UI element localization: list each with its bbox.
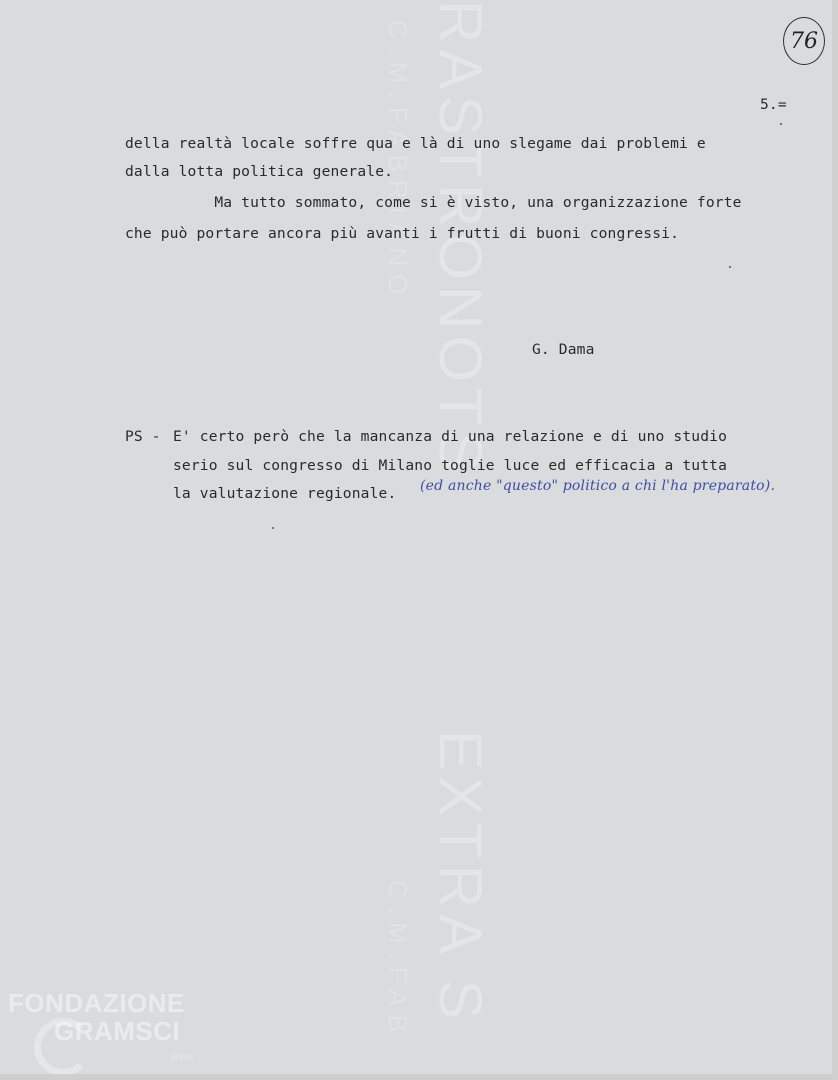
paper-watermark-bottom-large: EXTRA S — [427, 730, 494, 1026]
body-line-3: Ma tutto sommato, come si è visto, una organizzazione forte — [125, 194, 742, 211]
page-number: 5.= — [760, 96, 787, 113]
postscript-prefix: PS - — [125, 428, 161, 445]
postscript-line-3: la valutazione regionale. — [173, 485, 397, 502]
body-line-1: della realtà locale soffre qua e là di uno slegame dai problemi e — [125, 135, 706, 152]
paper-watermark-top-small: C.M.FABRIANO — [383, 20, 413, 303]
postscript-line-1: E' certo però che la mancanza di una relazione e di uno studio — [173, 428, 728, 445]
body-line-4: che può portare ancora più avanti i frutti di buoni congressi. — [125, 225, 680, 242]
foundation-logo — [8, 990, 185, 1044]
logo-text-line-1: FONDAZIONE — [8, 988, 185, 1018]
ink-speck — [780, 123, 782, 125]
signature: G. Dama — [532, 341, 595, 358]
ink-speck — [729, 266, 731, 268]
archive-number-stamp: 76 — [783, 17, 825, 65]
ink-speck — [272, 527, 274, 529]
paper-watermark-bottom-small: C.M.FAB — [383, 880, 413, 1041]
paper-watermark-top-large: RASTRONOTS — [427, 0, 494, 477]
postscript-line-2: serio sul congresso di Milano toglie luce ed efficacia a tutta — [173, 457, 728, 474]
logo-text-line-2: GRAMSCI — [54, 1016, 181, 1046]
logo-subtext: onlus — [170, 1052, 194, 1063]
handwritten-annotation: (ed anche "questo" politico a chi l'ha preparato). — [420, 478, 776, 494]
body-line-2: dalla lotta politica generale. — [125, 163, 394, 180]
